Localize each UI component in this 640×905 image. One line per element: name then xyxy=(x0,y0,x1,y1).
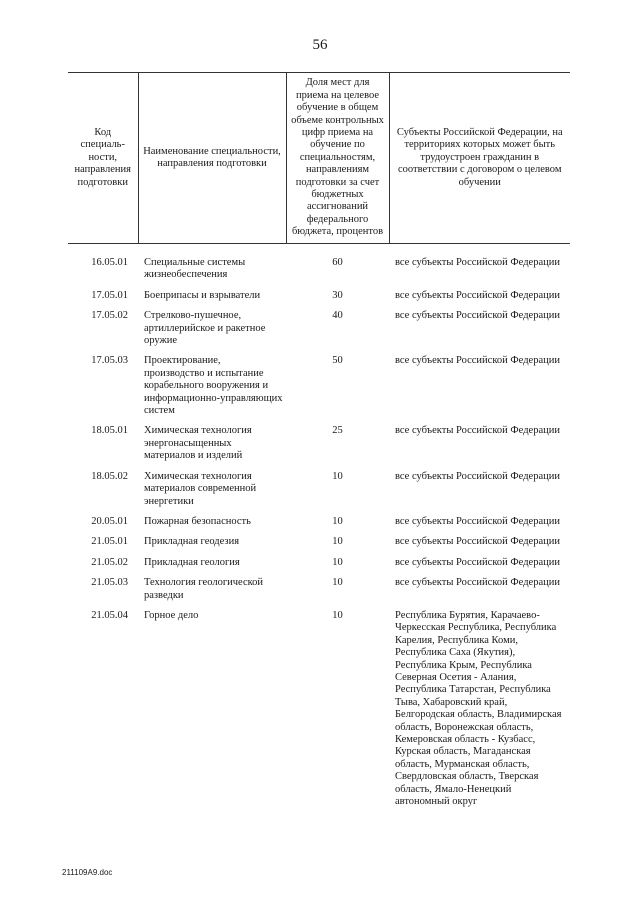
specialties-table xyxy=(68,72,570,816)
table-row xyxy=(68,425,570,470)
cell-regions: все субъекты Российской Федерации xyxy=(395,355,560,367)
cell-name: Химическая технология энергонасыщенных материалов и изделий xyxy=(144,425,252,462)
cell-regions: Республика Бурятия, Карачаево-Черкесская Республика, Республика Карелия, Республика Коми, Республика Саха (Якутия), Республика Крым, Республика Северная Осетия - Алания, Республика Татарстан, Республика Тыва, Хабаровский край, Белгородская область, Владимирская область, Воронежская область, Кемеровская область - Кузбасс, Курская область, Магаданская область, Мурманская область, Свердловская область, Тверская область, Ямало-Ненецкий автономный округ xyxy=(395,609,562,808)
cell-share: 40 xyxy=(332,310,343,322)
cell-name: Проектирование, производство и испытание корабельного вооружения и информационно-управляющих систем xyxy=(144,355,283,417)
table-body xyxy=(68,244,570,817)
cell-share: 10 xyxy=(332,470,343,482)
cell-regions: все субъекты Российской Федерации xyxy=(395,470,560,482)
cell-name: Прикладная геодезия xyxy=(144,536,240,548)
cell-share: 10 xyxy=(332,556,343,568)
table-row xyxy=(68,536,570,556)
table-row xyxy=(68,310,570,355)
table-header-row xyxy=(68,73,570,244)
cell-share: 60 xyxy=(332,257,343,268)
table-row xyxy=(68,516,570,536)
table-row xyxy=(68,290,570,310)
cell-regions: все субъекты Российской Федерации xyxy=(395,536,560,548)
cell-code: 17.05.01 xyxy=(91,289,128,301)
cell-code: 21.05.01 xyxy=(91,536,128,548)
cell-code: 18.05.01 xyxy=(91,425,128,437)
cell-code: 21.05.04 xyxy=(91,609,128,621)
cell-regions: все субъекты Российской Федерации xyxy=(395,257,560,268)
cell-name: Боеприпасы и взрыватели xyxy=(144,289,261,301)
cell-share: 25 xyxy=(332,425,343,437)
cell-share: 30 xyxy=(332,289,343,301)
cell-code: 21.05.02 xyxy=(91,556,128,568)
header-code: Код специаль-ности, направления подготовки xyxy=(68,73,138,244)
cell-name: Прикладная геология xyxy=(144,556,240,568)
cell-name: Химическая технология материалов современной энергетики xyxy=(144,470,257,507)
cell-code: 16.05.01 xyxy=(91,257,128,268)
cell-name: Горное дело xyxy=(144,609,199,621)
table-row xyxy=(68,355,570,425)
cell-regions: все субъекты Российской Федерации xyxy=(395,556,560,568)
header-share: Доля мест для приема на целевое обучение в общем объеме контрольных цифр приема на обучение по специальностям, направлениям подготовки за счет бюджетных ассигнований федерального бюджета, процентов xyxy=(286,73,389,244)
cell-code: 17.05.03 xyxy=(91,355,128,367)
cell-name: Специальные системы жизнеобеспечения xyxy=(144,257,246,281)
cell-regions: все субъекты Российской Федерации xyxy=(395,289,560,301)
cell-share: 10 xyxy=(332,515,343,527)
cell-name: Стрелково-пушечное, артиллерийское и ракетное оружие xyxy=(144,310,266,347)
cell-regions: все субъекты Российской Федерации xyxy=(395,425,560,437)
page-number: 56 xyxy=(312,37,328,53)
cell-regions: все субъекты Российской Федерации xyxy=(395,577,560,589)
table-row xyxy=(68,244,570,290)
table-row xyxy=(68,557,570,577)
table-row xyxy=(68,610,570,817)
cell-share: 50 xyxy=(332,355,343,367)
cell-share: 10 xyxy=(332,536,343,548)
cell-name: Технология геологической разведки xyxy=(144,577,264,601)
table-row xyxy=(68,471,570,516)
cell-regions: все субъекты Российской Федерации xyxy=(395,310,560,322)
cell-name: Пожарная безопасность xyxy=(144,515,251,527)
header-name: Наименование специальности, направления подготовки xyxy=(138,73,286,244)
cell-code: 17.05.02 xyxy=(91,310,128,322)
cell-code: 21.05.03 xyxy=(91,577,128,589)
cell-share: 10 xyxy=(332,577,343,589)
document-footer: 211109A9.doc xyxy=(62,868,113,877)
header-regions: Субъекты Российской Федерации, на территориях которых может быть трудоустроен гражданин в соответствии с договором о целевом обучении xyxy=(389,73,570,244)
cell-regions: все субъекты Российской Федерации xyxy=(395,515,560,527)
cell-code: 20.05.01 xyxy=(91,515,128,527)
cell-share: 10 xyxy=(332,609,343,621)
table-row xyxy=(68,577,570,610)
cell-code: 18.05.02 xyxy=(91,470,128,482)
